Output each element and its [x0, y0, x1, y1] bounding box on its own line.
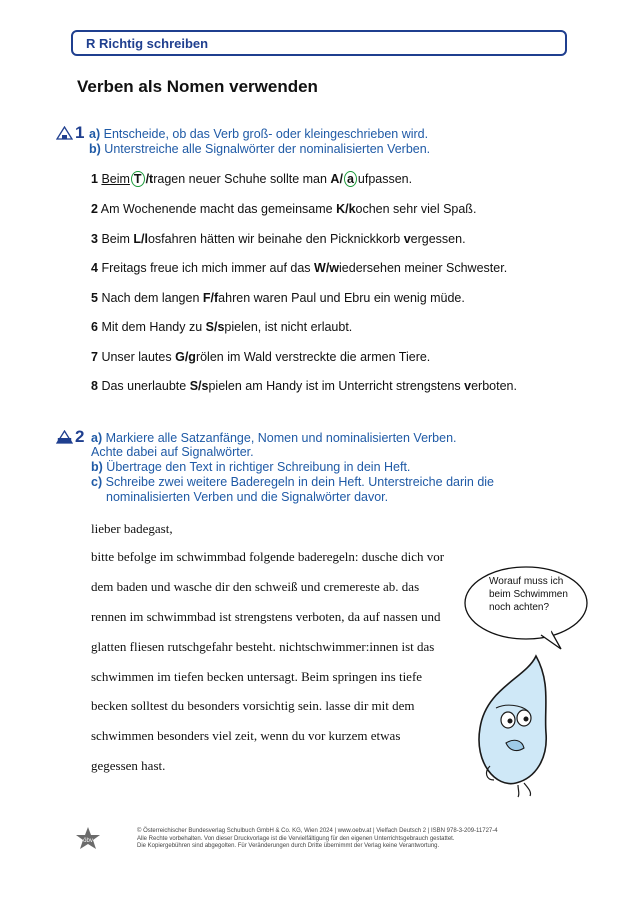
text-line: schwimmen besonders viel zeit, wenn du vor kurzem etwas: [91, 728, 401, 743]
task-1-number: 1: [75, 123, 85, 142]
sentence-2: 2 Am Wochenende macht das gemeinsame K/kochen sehr viel Spaß.: [91, 202, 477, 216]
text-line: becken solltest du besonders vorsichtig sein. lasse dir mit dem: [91, 698, 415, 713]
publisher-logo: [75, 826, 101, 852]
section-title: R Richtig schreiben: [86, 36, 209, 51]
text-line: lieber badegast,: [91, 521, 173, 536]
sentence-7: 7 Unser lautes G/grölen im Wald verstreckte die armen Tiere.: [91, 350, 431, 364]
sentence-3: 3 Beim L/losfahren hätten wir beinahe den Picknickkorb vergessen.: [91, 232, 466, 246]
page-title: Verben als Nomen verwenden: [77, 77, 318, 96]
section-header: [71, 30, 567, 56]
task-1b-instruction: b) Unterstreiche alle Signalwörter der nominalisierten Verben.: [89, 142, 431, 156]
sentence-5: 5 Nach dem langen F/fahren waren Paul und Ebru ein wenig müde.: [91, 291, 465, 305]
sentence-1: 1 Beim T /tragen neuer Schuhe sollte man A/ a ufpassen.: [91, 172, 413, 186]
task-2c-instruction: c) Schreibe zwei weitere Baderegeln in dein Heft. Unterstreiche darin die: [91, 475, 495, 489]
task-2a-instruction-line2: Achte dabei auf Signalwörter.: [91, 445, 254, 459]
svg-text:öbv: öbv: [83, 838, 93, 844]
task-2c-instruction-line2: nominalisierten Verben und die Signalwörter davor.: [106, 490, 389, 504]
text-line: rennen im schwimmbad ist strengstens verboten, da auf nassen und: [91, 609, 441, 624]
task-2b-instruction: b) Übertrage den Text in richtiger Schreibung in dein Heft.: [91, 460, 411, 474]
task-2a-instruction: a) Markiere alle Satzanfänge, Nomen und nominalisierten Verben.: [91, 431, 457, 445]
speech-bubble-text: Worauf muss ich beim Schwimmen noch achten?: [489, 576, 568, 613]
difficulty-triangle-icon: [56, 430, 73, 444]
circled-answer: a: [344, 171, 357, 187]
task-2-number: 2: [75, 427, 85, 446]
text-line: schwimmen im tiefen becken untersagt. Beim springen ins tiefe: [91, 669, 423, 684]
copyright-footer: © Österreichischer Bundesverlag Schulbuch GmbH & Co. KG, Wien 2024 | www.oebv.at | Vielfach Deutsch 2 | ISBN 978-3-209-11727-4 Alle Rechte vorbehalten. Von dieser Druckvorlage ist die Vervielfältigung für den eigenen Unterrichtsgebrauch gestattet. Die Kopiergebühren sind abgegolten. Für Veränderungen durch Dritte übernimmt der Verlag keine Verantwortung.: [137, 828, 498, 849]
difficulty-triangle-icon: [56, 126, 73, 140]
task-1a-instruction: a) Entscheide, ob das Verb groß- oder kleingeschrieben wird.: [89, 127, 429, 141]
text-line: dem baden und wasche dir den schweiß und cremereste ab. das: [91, 579, 420, 594]
text-line: gegessen hast.: [91, 758, 166, 773]
text-line: bitte befolge im schwimmbad folgende baderegeln: dusche dich vor: [91, 549, 445, 564]
sentence-6: 6 Mit dem Handy zu S/spielen, ist nicht erlaubt.: [91, 320, 353, 334]
water-drop-mascot-icon: [466, 648, 556, 798]
sentence-4: 4 Freitags freue ich mich immer auf das W/wiedersehen meiner Schwester.: [91, 261, 508, 275]
text-line: glatten fliesen rutschgefahr besteht. nichtschwimmer:innen ist das: [91, 639, 435, 654]
circled-answer: T: [131, 171, 145, 187]
sentence-8: 8 Das unerlaubte S/spielen am Handy ist im Unterricht strengstens verboten.: [91, 379, 517, 393]
